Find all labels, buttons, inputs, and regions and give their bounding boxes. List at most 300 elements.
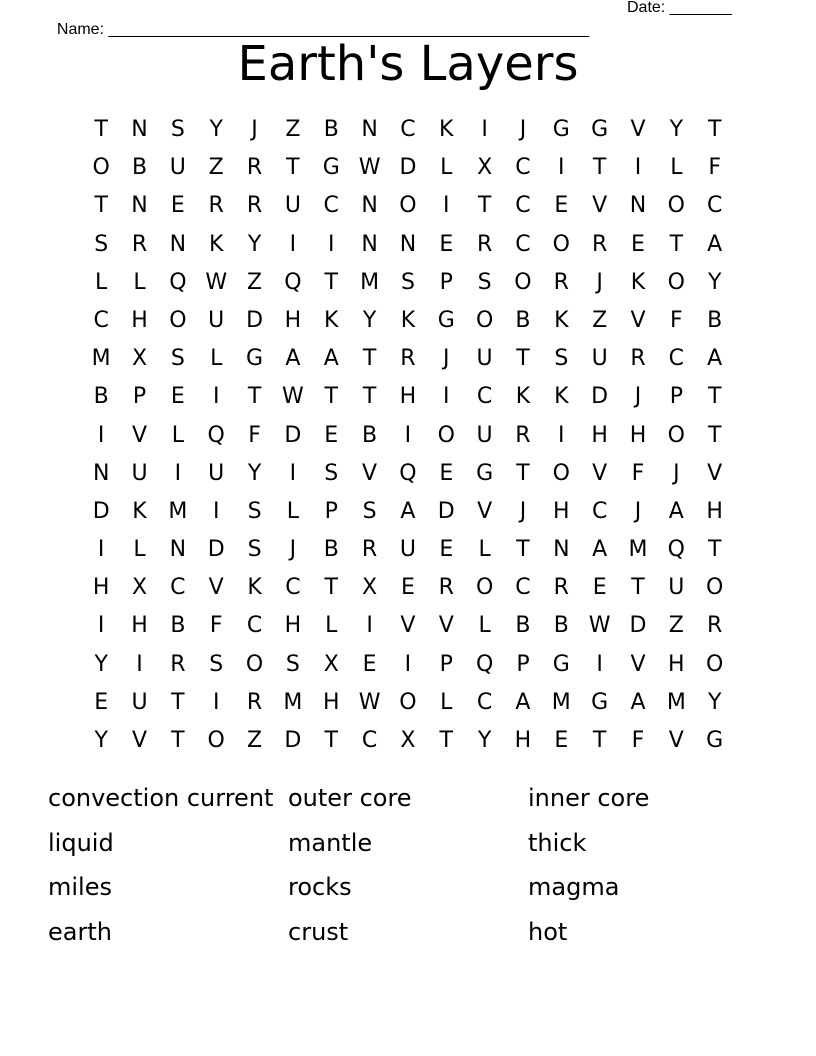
grid-letter: S <box>247 498 262 524</box>
grid-letter: A <box>707 231 723 257</box>
grid-letter: O <box>552 460 570 486</box>
grid-letter: V <box>438 613 454 639</box>
grid-letter: Y <box>94 651 108 677</box>
grid-letter: O <box>475 307 494 333</box>
grid-letter: X <box>131 575 148 601</box>
grid-letter: L <box>133 537 146 563</box>
grid-letter: V <box>131 728 148 753</box>
grid-letter: T <box>94 117 108 142</box>
grid-letter: H <box>668 651 685 677</box>
word-list-item: convection current <box>48 784 274 812</box>
grid-letter: C <box>515 193 531 219</box>
grid-letter: O <box>92 155 110 181</box>
grid-letter: T <box>324 728 338 753</box>
grid-letter: I <box>443 193 450 219</box>
grid-letter: V <box>362 460 378 486</box>
grid-letter: L <box>133 269 146 295</box>
grid-letter: S <box>362 498 377 524</box>
grid-letter: I <box>97 422 105 448</box>
grid-row <box>82 378 734 416</box>
grid-letter: I <box>634 155 642 181</box>
grid-letter: D <box>437 498 455 524</box>
grid-letter: L <box>171 422 184 448</box>
grid-letter: E <box>170 384 185 410</box>
grid-row <box>82 417 734 455</box>
grid-letter: K <box>132 498 147 524</box>
grid-letter: K <box>439 117 454 142</box>
grid-letter: I <box>289 460 297 486</box>
grid-letter: H <box>284 307 302 333</box>
grid-row <box>82 111 734 149</box>
grid-letter: T <box>707 117 722 142</box>
grid-letter: M <box>666 689 686 715</box>
grid-letter: U <box>399 537 416 563</box>
grid-letter: R <box>246 193 263 219</box>
grid-letter: B <box>323 117 339 142</box>
grid-letter: T <box>94 193 108 219</box>
grid-letter: M <box>551 689 571 715</box>
grid-letter: I <box>558 422 565 448</box>
page-title: Earth's Layers <box>237 36 579 92</box>
grid-letter: P <box>324 498 338 524</box>
grid-letter: I <box>289 231 297 257</box>
grid-letter: Q <box>207 422 225 448</box>
grid-letter: J <box>251 117 258 142</box>
grid-letter: Y <box>362 307 377 333</box>
grid-letter: T <box>324 575 338 601</box>
grid-letter: R <box>476 231 493 257</box>
grid-letter: A <box>285 346 301 372</box>
grid-letter: H <box>514 728 532 753</box>
grid-letter: J <box>596 269 603 295</box>
grid-letter: E <box>439 231 454 257</box>
grid-letter: E <box>631 231 645 257</box>
grid-letter: S <box>209 651 224 677</box>
grid-letter: G <box>476 460 494 486</box>
grid-letter: T <box>516 460 530 486</box>
grid-letter: E <box>362 651 377 677</box>
word-list-item: magma <box>528 873 620 902</box>
word-list-item: mantle <box>288 828 373 857</box>
grid-letter: K <box>630 269 646 295</box>
grid-letter: V <box>208 575 224 601</box>
grid-letter: W <box>282 384 304 410</box>
word-list-item: inner core <box>528 784 650 812</box>
grid-letter: F <box>631 460 645 486</box>
grid-letter: R <box>553 269 569 295</box>
word-list-item: outer core <box>288 784 412 812</box>
grid-letter: K <box>247 575 262 601</box>
grid-letter: I <box>174 460 182 486</box>
grid-letter: Z <box>247 728 263 753</box>
grid-letter: G <box>591 689 609 715</box>
grid-letter: O <box>245 651 264 677</box>
grid-letter: R <box>400 346 416 372</box>
grid-letter: E <box>400 575 415 601</box>
grid-letter: K <box>554 307 569 333</box>
grid-letter: N <box>399 231 417 257</box>
grid-letter: V <box>630 117 646 142</box>
grid-letter: J <box>443 346 450 372</box>
grid-letter: H <box>553 498 570 524</box>
grid-row <box>82 226 734 264</box>
grid-letter: K <box>324 307 339 333</box>
grid-letter: Q <box>399 460 417 486</box>
grid-letter: L <box>210 346 223 372</box>
grid-letter: D <box>92 498 110 524</box>
grid-letter: J <box>673 460 680 486</box>
grid-letter: C <box>515 231 531 257</box>
grid-letter: P <box>516 651 530 677</box>
word-list-item: thick <box>528 828 587 857</box>
grid-letter: H <box>92 575 110 601</box>
grid-letter: N <box>629 193 647 219</box>
grid-letter: L <box>478 613 491 639</box>
grid-letter: B <box>515 613 531 639</box>
grid-letter: I <box>327 231 335 257</box>
grid-letter: R <box>438 575 454 601</box>
grid-letter: C <box>591 498 608 524</box>
grid-letter: U <box>476 422 493 448</box>
grid-row <box>82 455 734 493</box>
grid-row <box>82 607 734 645</box>
grid-letter: C <box>361 728 378 753</box>
grid-letter: C <box>285 575 301 601</box>
grid-letter: W <box>205 269 228 295</box>
grid-letter: E <box>554 728 569 753</box>
grid-letter: I <box>212 498 220 524</box>
grid-letter: H <box>284 613 302 639</box>
grid-letter: M <box>628 537 648 563</box>
grid-letter: A <box>515 689 531 715</box>
grid-letter: E <box>324 422 339 448</box>
grid-letter: O <box>207 728 225 753</box>
grid-letter: O <box>475 575 494 601</box>
grid-letter: U <box>668 575 685 601</box>
grid-letter: N <box>131 193 148 219</box>
grid-letter: Z <box>668 613 684 639</box>
grid-letter: P <box>132 384 147 410</box>
grid-letter: T <box>592 728 607 753</box>
grid-letter: K <box>554 384 569 410</box>
grid-letter: T <box>631 575 645 601</box>
grid-letter: V <box>707 460 723 486</box>
grid-row <box>82 722 734 760</box>
grid-letter: T <box>707 384 722 410</box>
grid-letter: B <box>553 613 569 639</box>
grid-letter: O <box>706 575 724 601</box>
grid-letter: H <box>322 689 340 715</box>
grid-letter: S <box>170 117 185 142</box>
grid-letter: T <box>669 231 684 257</box>
grid-letter: C <box>93 307 109 333</box>
word-list-item: miles <box>48 873 112 902</box>
grid-letter: I <box>212 384 220 410</box>
grid-letter: B <box>362 422 378 448</box>
grid-letter: B <box>131 155 148 181</box>
word-list-item: rocks <box>288 873 352 902</box>
grid-letter: J <box>519 498 527 524</box>
grid-letter: T <box>362 384 377 410</box>
grid-letter: X <box>477 155 493 181</box>
grid-letter: C <box>515 155 531 181</box>
grid-letter: W <box>358 689 381 715</box>
grid-letter: Q <box>475 651 494 677</box>
grid-letter: V <box>592 460 608 486</box>
grid-letter: I <box>97 537 105 563</box>
grid-letter: A <box>592 537 608 563</box>
grid-letter: F <box>631 728 645 753</box>
grid-letter: T <box>324 269 338 295</box>
grid-letter: R <box>246 155 263 181</box>
grid-letter: J <box>634 498 642 524</box>
grid-letter: U <box>208 307 225 333</box>
grid-letter: S <box>247 537 262 563</box>
grid-letter: X <box>323 651 339 677</box>
grid-letter: L <box>440 689 453 715</box>
grid-letter: F <box>708 155 721 181</box>
grid-letter: O <box>399 689 417 715</box>
grid-letter: Y <box>247 231 262 257</box>
grid-letter: D <box>284 422 302 448</box>
grid-letter: S <box>554 346 569 372</box>
grid-letter: W <box>588 613 611 639</box>
grid-letter: R <box>515 422 531 448</box>
grid-letter: A <box>630 689 646 715</box>
grid-letter: T <box>324 384 338 410</box>
grid-letter: I <box>136 651 143 677</box>
grid-letter: I <box>443 384 450 410</box>
grid-row <box>82 340 734 378</box>
grid-letter: V <box>131 422 148 448</box>
grid-letter: T <box>439 728 453 753</box>
grid-letter: N <box>553 537 570 563</box>
grid-letter: O <box>667 269 685 295</box>
grid-row <box>82 684 734 722</box>
grid-letter: T <box>477 193 492 219</box>
grid-letter: D <box>284 728 302 753</box>
grid-letter: I <box>404 651 412 677</box>
grid-letter: F <box>670 307 683 333</box>
grid-letter: O <box>399 193 417 219</box>
grid-letter: H <box>131 307 148 333</box>
grid-letter: T <box>516 537 530 563</box>
grid-letter: R <box>707 613 723 639</box>
grid-letter: E <box>554 193 569 219</box>
grid-letter: Q <box>667 537 685 563</box>
grid-letter: A <box>668 498 684 524</box>
grid-letter: C <box>515 575 531 601</box>
grid-letter: E <box>439 460 454 486</box>
grid-letter: S <box>94 231 109 257</box>
grid-letter: U <box>169 155 186 181</box>
grid-letter: R <box>591 231 608 257</box>
grid-letter: N <box>169 537 187 563</box>
grid-row <box>82 646 734 684</box>
grid-letter: Y <box>209 117 223 142</box>
grid-letter: N <box>361 231 378 257</box>
grid-letter: O <box>667 193 685 219</box>
grid-letter: U <box>131 689 148 715</box>
grid-letter: W <box>358 155 381 181</box>
grid-letter: Z <box>285 117 301 142</box>
grid-letter: D <box>399 155 417 181</box>
grid-letter: N <box>92 460 110 486</box>
grid-letter: O <box>169 307 187 333</box>
grid-letter: C <box>706 193 723 219</box>
grid-letter: A <box>323 346 339 372</box>
grid-letter: M <box>283 689 303 715</box>
grid-letter: T <box>286 155 300 181</box>
grid-letter: D <box>591 384 609 410</box>
grid-letter: A <box>707 346 723 372</box>
grid-letter: V <box>668 728 684 753</box>
grid-letter: L <box>670 155 683 181</box>
grid-letter: R <box>630 346 646 372</box>
grid-letter: G <box>552 651 570 677</box>
grid-letter: C <box>476 384 493 410</box>
grid-letter: N <box>361 193 378 219</box>
grid-letter: K <box>515 384 531 410</box>
grid-letter: B <box>515 307 531 333</box>
grid-letter: M <box>91 346 111 372</box>
grid-letter: S <box>170 346 185 372</box>
grid-letter: R <box>553 575 569 601</box>
grid-letter: I <box>97 613 105 639</box>
letter-grid <box>82 111 734 760</box>
grid-letter: P <box>439 651 453 677</box>
grid-letter: K <box>400 307 416 333</box>
grid-letter: Y <box>707 689 722 715</box>
grid-letter: U <box>131 460 148 486</box>
grid-letter: P <box>439 269 453 295</box>
grid-letter: C <box>668 346 685 372</box>
grid-letter: S <box>477 269 492 295</box>
grid-letter: Z <box>208 155 224 181</box>
grid-letter: G <box>706 728 724 753</box>
grid-letter: D <box>207 537 225 563</box>
grid-letter: T <box>247 384 262 410</box>
grid-letter: X <box>362 575 378 601</box>
grid-letter: H <box>629 422 647 448</box>
grid-letter: I <box>596 651 603 677</box>
word-list-item: liquid <box>48 828 114 857</box>
grid-row <box>82 149 734 187</box>
word-list-item: hot <box>528 917 568 946</box>
grid-letter: S <box>400 269 415 295</box>
grid-letter: T <box>707 422 722 448</box>
grid-letter: B <box>93 384 109 410</box>
grid-letter: Q <box>169 269 187 295</box>
grid-letter: I <box>212 689 220 715</box>
grid-row <box>82 531 734 569</box>
grid-letter: Y <box>247 460 262 486</box>
grid-letter: C <box>170 575 186 601</box>
grid-letter: G <box>322 155 340 181</box>
grid-letter: O <box>552 231 570 257</box>
grid-letter: O <box>706 651 724 677</box>
grid-letter: X <box>400 728 416 753</box>
grid-letter: O <box>667 422 685 448</box>
grid-letter: Z <box>247 269 263 295</box>
grid-letter: R <box>170 651 186 677</box>
grid-letter: T <box>516 346 530 372</box>
grid-letter: F <box>209 613 223 639</box>
word-list-item: crust <box>288 917 349 946</box>
grid-letter: U <box>208 460 225 486</box>
grid-letter: S <box>285 651 300 677</box>
grid-letter: C <box>246 613 263 639</box>
grid-letter: V <box>592 193 608 219</box>
grid-letter: J <box>634 384 642 410</box>
grid-letter: F <box>248 422 261 448</box>
grid-letter: O <box>514 269 532 295</box>
grid-letter: C <box>400 117 416 142</box>
grid-letter: E <box>94 689 109 715</box>
grid-letter: V <box>477 498 493 524</box>
grid-letter: R <box>361 537 378 563</box>
grid-letter: E <box>439 537 454 563</box>
grid-row <box>82 264 734 302</box>
grid-letter: R <box>246 689 263 715</box>
grid-letter: Y <box>707 269 722 295</box>
grid-letter: L <box>478 537 491 563</box>
grid-letter: H <box>591 422 608 448</box>
grid-letter: M <box>360 269 380 295</box>
grid-letter: B <box>170 613 186 639</box>
grid-letter: E <box>592 575 607 601</box>
grid-letter: I <box>558 155 565 181</box>
grid-letter: D <box>629 613 647 639</box>
grid-letter: T <box>592 155 607 181</box>
grid-letter: R <box>131 231 148 257</box>
grid-letter: G <box>437 307 455 333</box>
grid-letter: T <box>171 689 185 715</box>
grid-letter: H <box>706 498 723 524</box>
grid-letter: Z <box>592 307 608 333</box>
grid-letter: N <box>131 117 148 142</box>
grid-letter: X <box>131 346 148 372</box>
grid-letter: N <box>169 231 187 257</box>
date-field-label: Date: _______ <box>627 0 732 16</box>
grid-letter: U <box>476 346 493 372</box>
grid-letter: R <box>208 193 224 219</box>
grid-letter: V <box>630 307 646 333</box>
grid-letter: A <box>400 498 416 524</box>
grid-letter: S <box>324 460 339 486</box>
grid-letter: L <box>286 498 300 524</box>
grid-letter: V <box>630 651 646 677</box>
grid-letter: H <box>131 613 148 639</box>
grid-letter: L <box>95 269 108 295</box>
grid-letter: U <box>284 193 301 219</box>
grid-letter: I <box>366 613 373 639</box>
grid-letter: M <box>168 498 188 524</box>
grid-letter: D <box>246 307 264 333</box>
grid-letter: L <box>440 155 453 181</box>
grid-letter: Y <box>94 728 108 753</box>
grid-letter: Q <box>284 269 302 295</box>
grid-letter: K <box>208 231 224 257</box>
grid-letter: C <box>323 193 339 219</box>
grid-letter: G <box>552 117 570 142</box>
name-field-label: Name: ______________________________________________________ <box>56 21 589 38</box>
grid-letter: E <box>170 193 185 219</box>
grid-letter: U <box>591 346 608 372</box>
grid-letter: G <box>591 117 609 142</box>
word-list <box>48 776 768 954</box>
grid-letter: C <box>476 689 493 715</box>
